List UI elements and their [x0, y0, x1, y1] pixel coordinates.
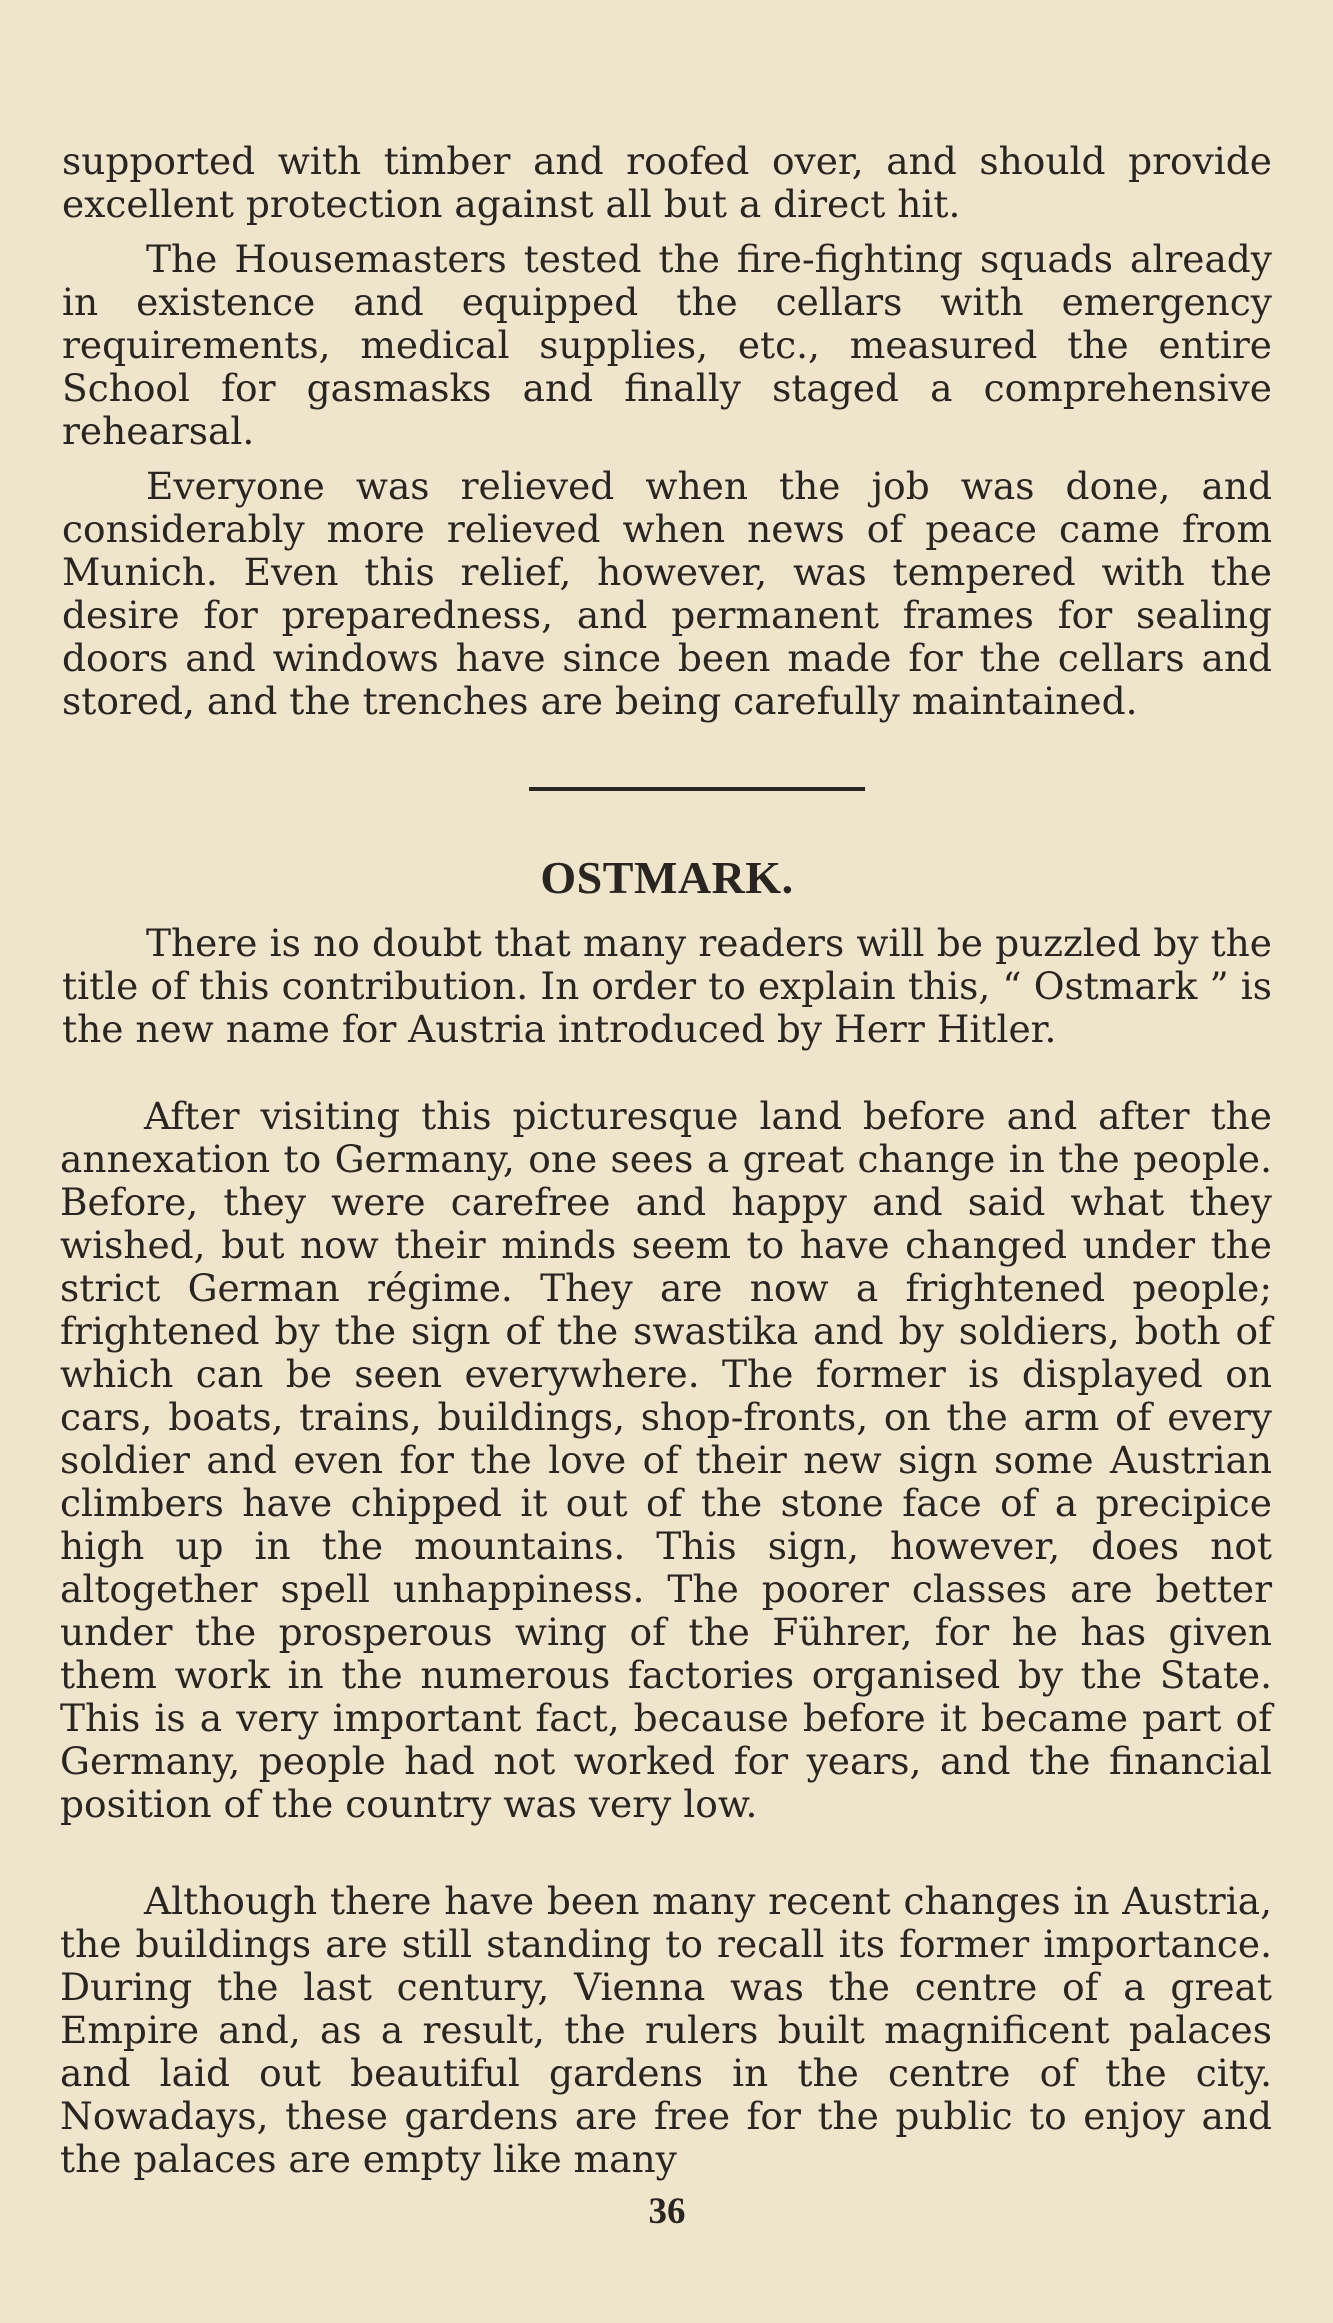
- paragraph-vienna: Although there have been many recent changes in Austria, the buildings are still standing to recall its former importance. During the last century, Vienna was the centre of a great Empire and, as a result, the rulers built magnificent palaces and laid out beautiful gardens in the centre of the city. Nowadays, these gardens are free for the public to enjoy and the palaces are empty like many: [60, 1879, 1272, 2181]
- paragraph-ostmark-intro: There is no doubt that many readers will be puzzled by the title of this contribution. In order to explain this, “ Ostmark ” is the new name for Austria introduced by Herr Hitler.: [62, 921, 1272, 1051]
- paragraph-relief: Everyone was relieved when the job was done, and considerably more relieved when news of peace came from Munich. Even this relief, however, was tempered with the desire for preparedness, and permanent frames for sealing doors and windows have since been made for the cellars and stored, and the trenches are being carefully maintained.: [62, 464, 1272, 723]
- paragraph-continuation: supported with timber and roofed over, and should provide excellent protection against all but a direct hit.: [62, 139, 1272, 226]
- document-page: [62, 0, 1272, 2323]
- section-heading: OSTMARK.: [540, 852, 794, 903]
- section-divider: [529, 787, 865, 791]
- paragraph-annexation: After visiting this picturesque land before and after the annexation to Germany, one sees a great change in the people. Before, they were carefree and happy and said what they wished, but now their minds seem to have changed under the strict German régime. They are now a frightened people; frightened by the sign of the swastika and by soldiers, both of which can be seen everywhere. The former is displayed on cars, boats, trains, buildings, shop-fronts, on the arm of every soldier and even for the love of their new sign some Austrian climbers have chipped it out of the stone face of a precipice high up in the mountains. This sign, however, does not altogether spell unhappiness. The poorer classes are better under the prosperous wing of the Führer, for he has given them work in the numerous factories organised by the State. This is a very important fact, because before it became part of Germany, people had not worked for years, and the financial position of the country was very low.: [60, 1094, 1272, 1826]
- page-number: 36: [648, 2191, 686, 2232]
- paragraph-housemasters: The Housemasters tested the fire-fighting squads already in existence and equipped the cellars with emergency requirements, medical supplies, etc., measured the entire School for gasmasks and finally staged a comprehensive rehearsal.: [62, 237, 1272, 453]
